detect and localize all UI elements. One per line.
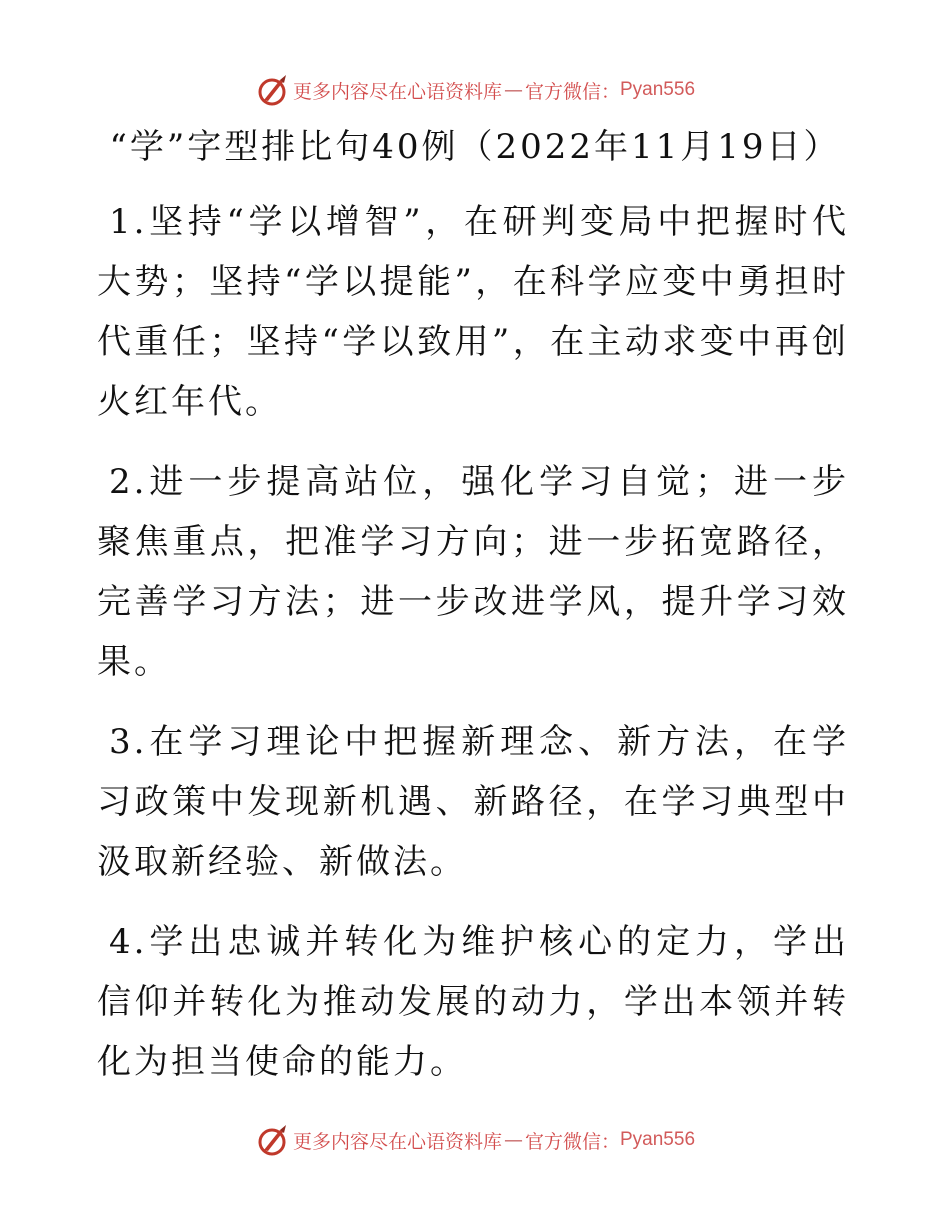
quill-pen-logo-icon: [255, 1123, 289, 1157]
banner-separator: —: [503, 79, 523, 101]
paragraph-4: 4.学出忠诚并转化为维护核心的定力，学出信仰并转化为推动发展的动力，学出本领并转化为担当使命的能力。: [97, 922, 849, 1082]
banner-main-text: 更多内容尽在心语资料库: [292, 1130, 502, 1153]
paragraph-2: 2.进一步提高站位，强化学习自觉；进一步聚焦重点，把准学习方向；进一步拓宽路径，完善学习方法；进一步改进学风，提升学习效果。: [97, 462, 849, 682]
document-body: [97, 192, 849, 1112]
quill-pen-logo-icon: [255, 73, 289, 107]
banner-main-text: 更多内容尽在心语资料库: [292, 80, 502, 103]
banner-wechat-id: Pyan556: [620, 1129, 696, 1150]
banner-separator: —: [503, 1129, 523, 1151]
footer-watermark-banner: [0, 1120, 950, 1160]
paragraph-1: 1.坚持“学以增智”，在研判变局中把握时代大势；坚持“学以提能”，在科学应变中勇担时代重任；坚持“学以致用”，在主动求变中再创火红年代。: [97, 202, 849, 422]
banner-label: 官方微信：: [524, 80, 620, 103]
banner-wechat-id: Pyan556: [620, 79, 696, 100]
document-title: “学”字型排比句40例（2022年11月19日）: [109, 127, 841, 167]
header-watermark-banner: [0, 70, 950, 110]
banner-label: 官方微信：: [524, 1130, 620, 1153]
paragraph-3: 3.在学习理论中把握新理念、新方法，在学习政策中发现新机遇、新路径，在学习典型中汲取新经验、新做法。: [97, 722, 849, 882]
